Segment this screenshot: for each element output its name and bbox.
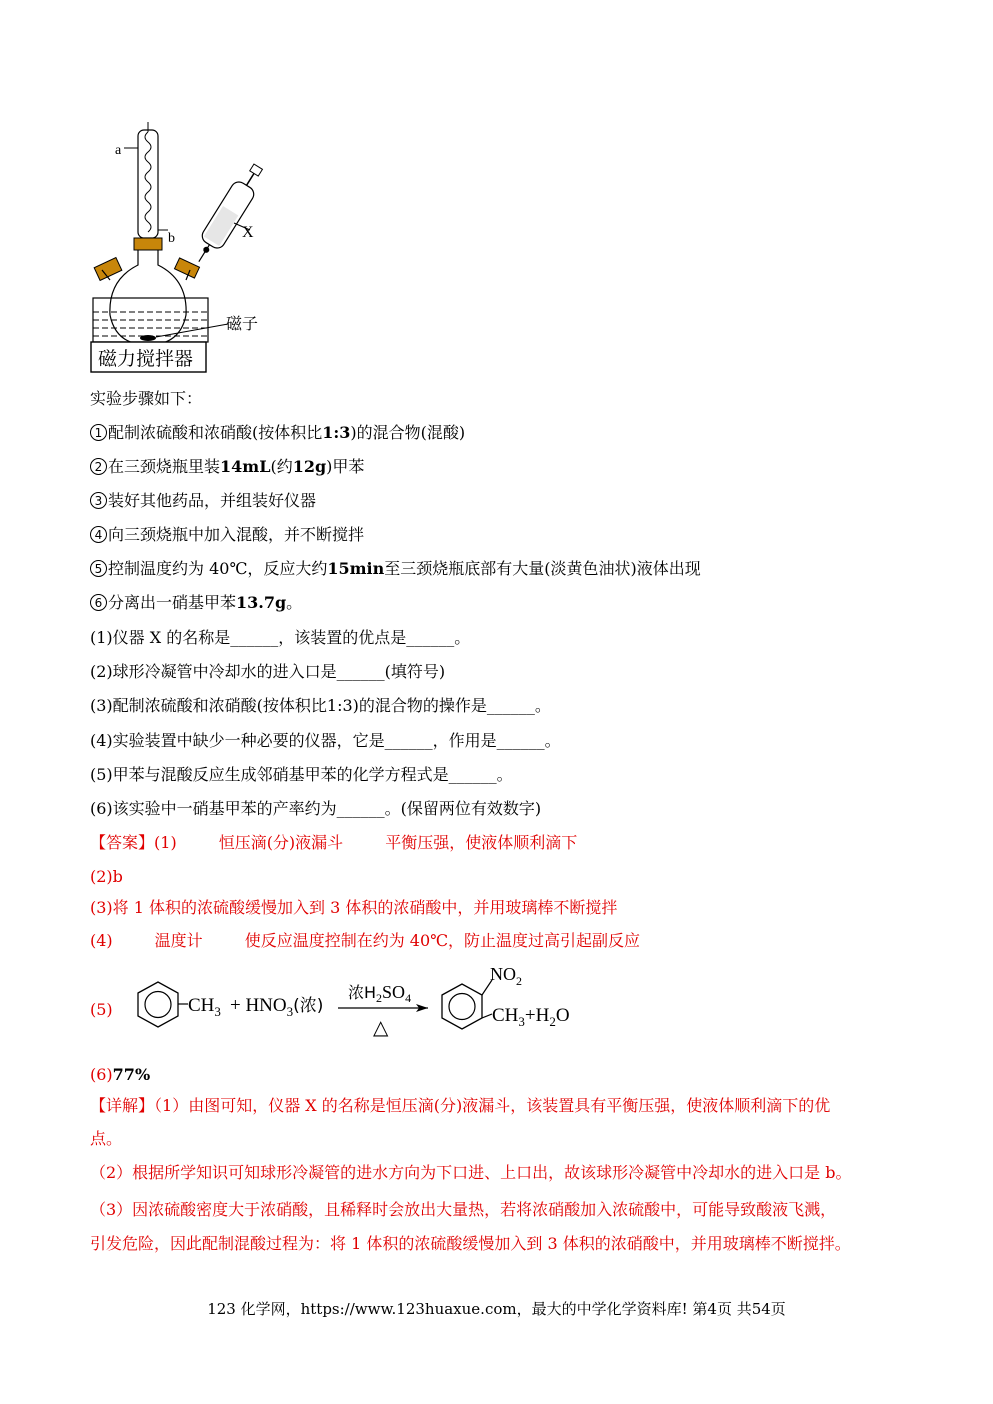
question-6: (6)该实验中一硝基甲苯的产率约为______。(保留两位有效数字) [90,799,542,818]
heat-symbol: △ [373,1015,389,1039]
answer-4: (4) 温度计 使反应温度控制在约为 40℃，防止温度过高引起副反应 [90,931,641,950]
question-1: (1)仪器 X 的名称是______，该装置的优点是______。 [90,628,471,647]
step-5: 5 控制温度约为 40℃，反应大约15min至三颈烧瓶底部有大量(淡黄色油状)液体出现 [90,559,701,579]
svg-text:+ HNO3(浓): + $HNO_3$(浓) [230,995,324,1019]
svg-text:CH3: $CH_3$ [188,995,221,1019]
label-magnet: 磁子 [226,314,259,333]
answer-tag: 【答案】 [90,833,155,852]
step-number: 2 [90,458,107,475]
detail-tag: 【详解】 [90,1096,155,1115]
step-number: 5 [90,560,107,577]
question-3: (3)配制浓硫酸和浓硝酸(按体积比1:3)的混合物的操作是______。 [90,696,551,715]
detail-3-line2: 引发危险，因此配制混酸过程为：将 1 体积的浓硫酸缓慢加入到 3 体积的浓硝酸中，并用玻璃棒不断搅拌。 [90,1234,851,1253]
page-footer: 123 化学网，https://www.123huaxue.com，最大的中学化学资料库! 第4页 共54页 [207,1300,786,1318]
answer-5-label: (5) [90,1000,113,1019]
stirrer-label: 磁力搅拌器 [98,348,194,370]
detail-3-line1: （3）因浓硫酸密度大于浓硝酸，且稀释时会放出大量热，若将浓硝酸加入浓硫酸中，可能导致酸液飞溅， [90,1200,837,1219]
step-4: 4 向三颈烧瓶中加入混酸，并不断搅拌 [90,525,364,545]
step-2: 2 在三颈烧瓶里装14mL(约12g)甲苯 [90,457,364,477]
answer-1: 【答案】(1) 恒压滴(分)液漏斗 平衡压强，使液体顺利滴下 [90,833,578,852]
svg-text:NO2: $NO_2$ [490,964,522,988]
label-b: b [168,231,175,246]
benzene-ring-product [442,984,482,1029]
benzene-ring-reactant [138,982,178,1027]
steps-intro: 实验步骤如下： [90,389,203,408]
step-number: 4 [90,526,107,543]
reaction-equation [110,958,610,1058]
step-1: 1 配制浓硫酸和浓硝酸(按体积比1:3)的混合物(混酸) [90,423,465,443]
apparatus-figure [88,120,278,375]
step-number: 1 [90,424,107,441]
answer-3: (3)将 1 体积的浓硫酸缓慢加入到 3 体积的浓硝酸中，并用玻璃棒不断搅拌 [90,898,618,917]
svg-text:浓H2SO4: 浓$H_2SO_4$ [348,982,412,1005]
question-2: (2)球形冷凝管中冷却水的进入口是______(填符号) [90,662,446,681]
answer-2: (2)b [90,867,123,886]
label-a: a [115,143,122,158]
step-3: 3 装好其他药品，并组装好仪器 [90,491,316,511]
question-5: (5)甲苯与混酸反应生成邻硝基甲苯的化学方程式是______。 [90,765,513,784]
answer-6: (6)77% [90,1065,151,1084]
svg-text:CH3+H2O: $CH_3+H_2O$ [492,1005,570,1029]
detail-1-line1: 【详解】（1）由图可知，仪器 X 的名称是恒压滴(分)液漏斗，该装置具有平衡压强，使液体顺利滴下的优 [90,1096,831,1115]
step-number: 6 [90,594,107,611]
detail-2: （2）根据所学知识可知球形冷凝管的进水方向为下口进、上口出，故该球形冷凝管中冷却水的进入口是 b。 [90,1163,852,1182]
label-x: X [242,224,254,241]
step-6: 6 分离出一硝基甲苯13.7g。 [90,593,302,613]
question-4: (4)实验装置中缺少一种必要的仪器，它是______，作用是______。 [90,731,561,750]
step-number: 3 [90,492,107,509]
detail-1-line2: 点。 [90,1129,123,1148]
